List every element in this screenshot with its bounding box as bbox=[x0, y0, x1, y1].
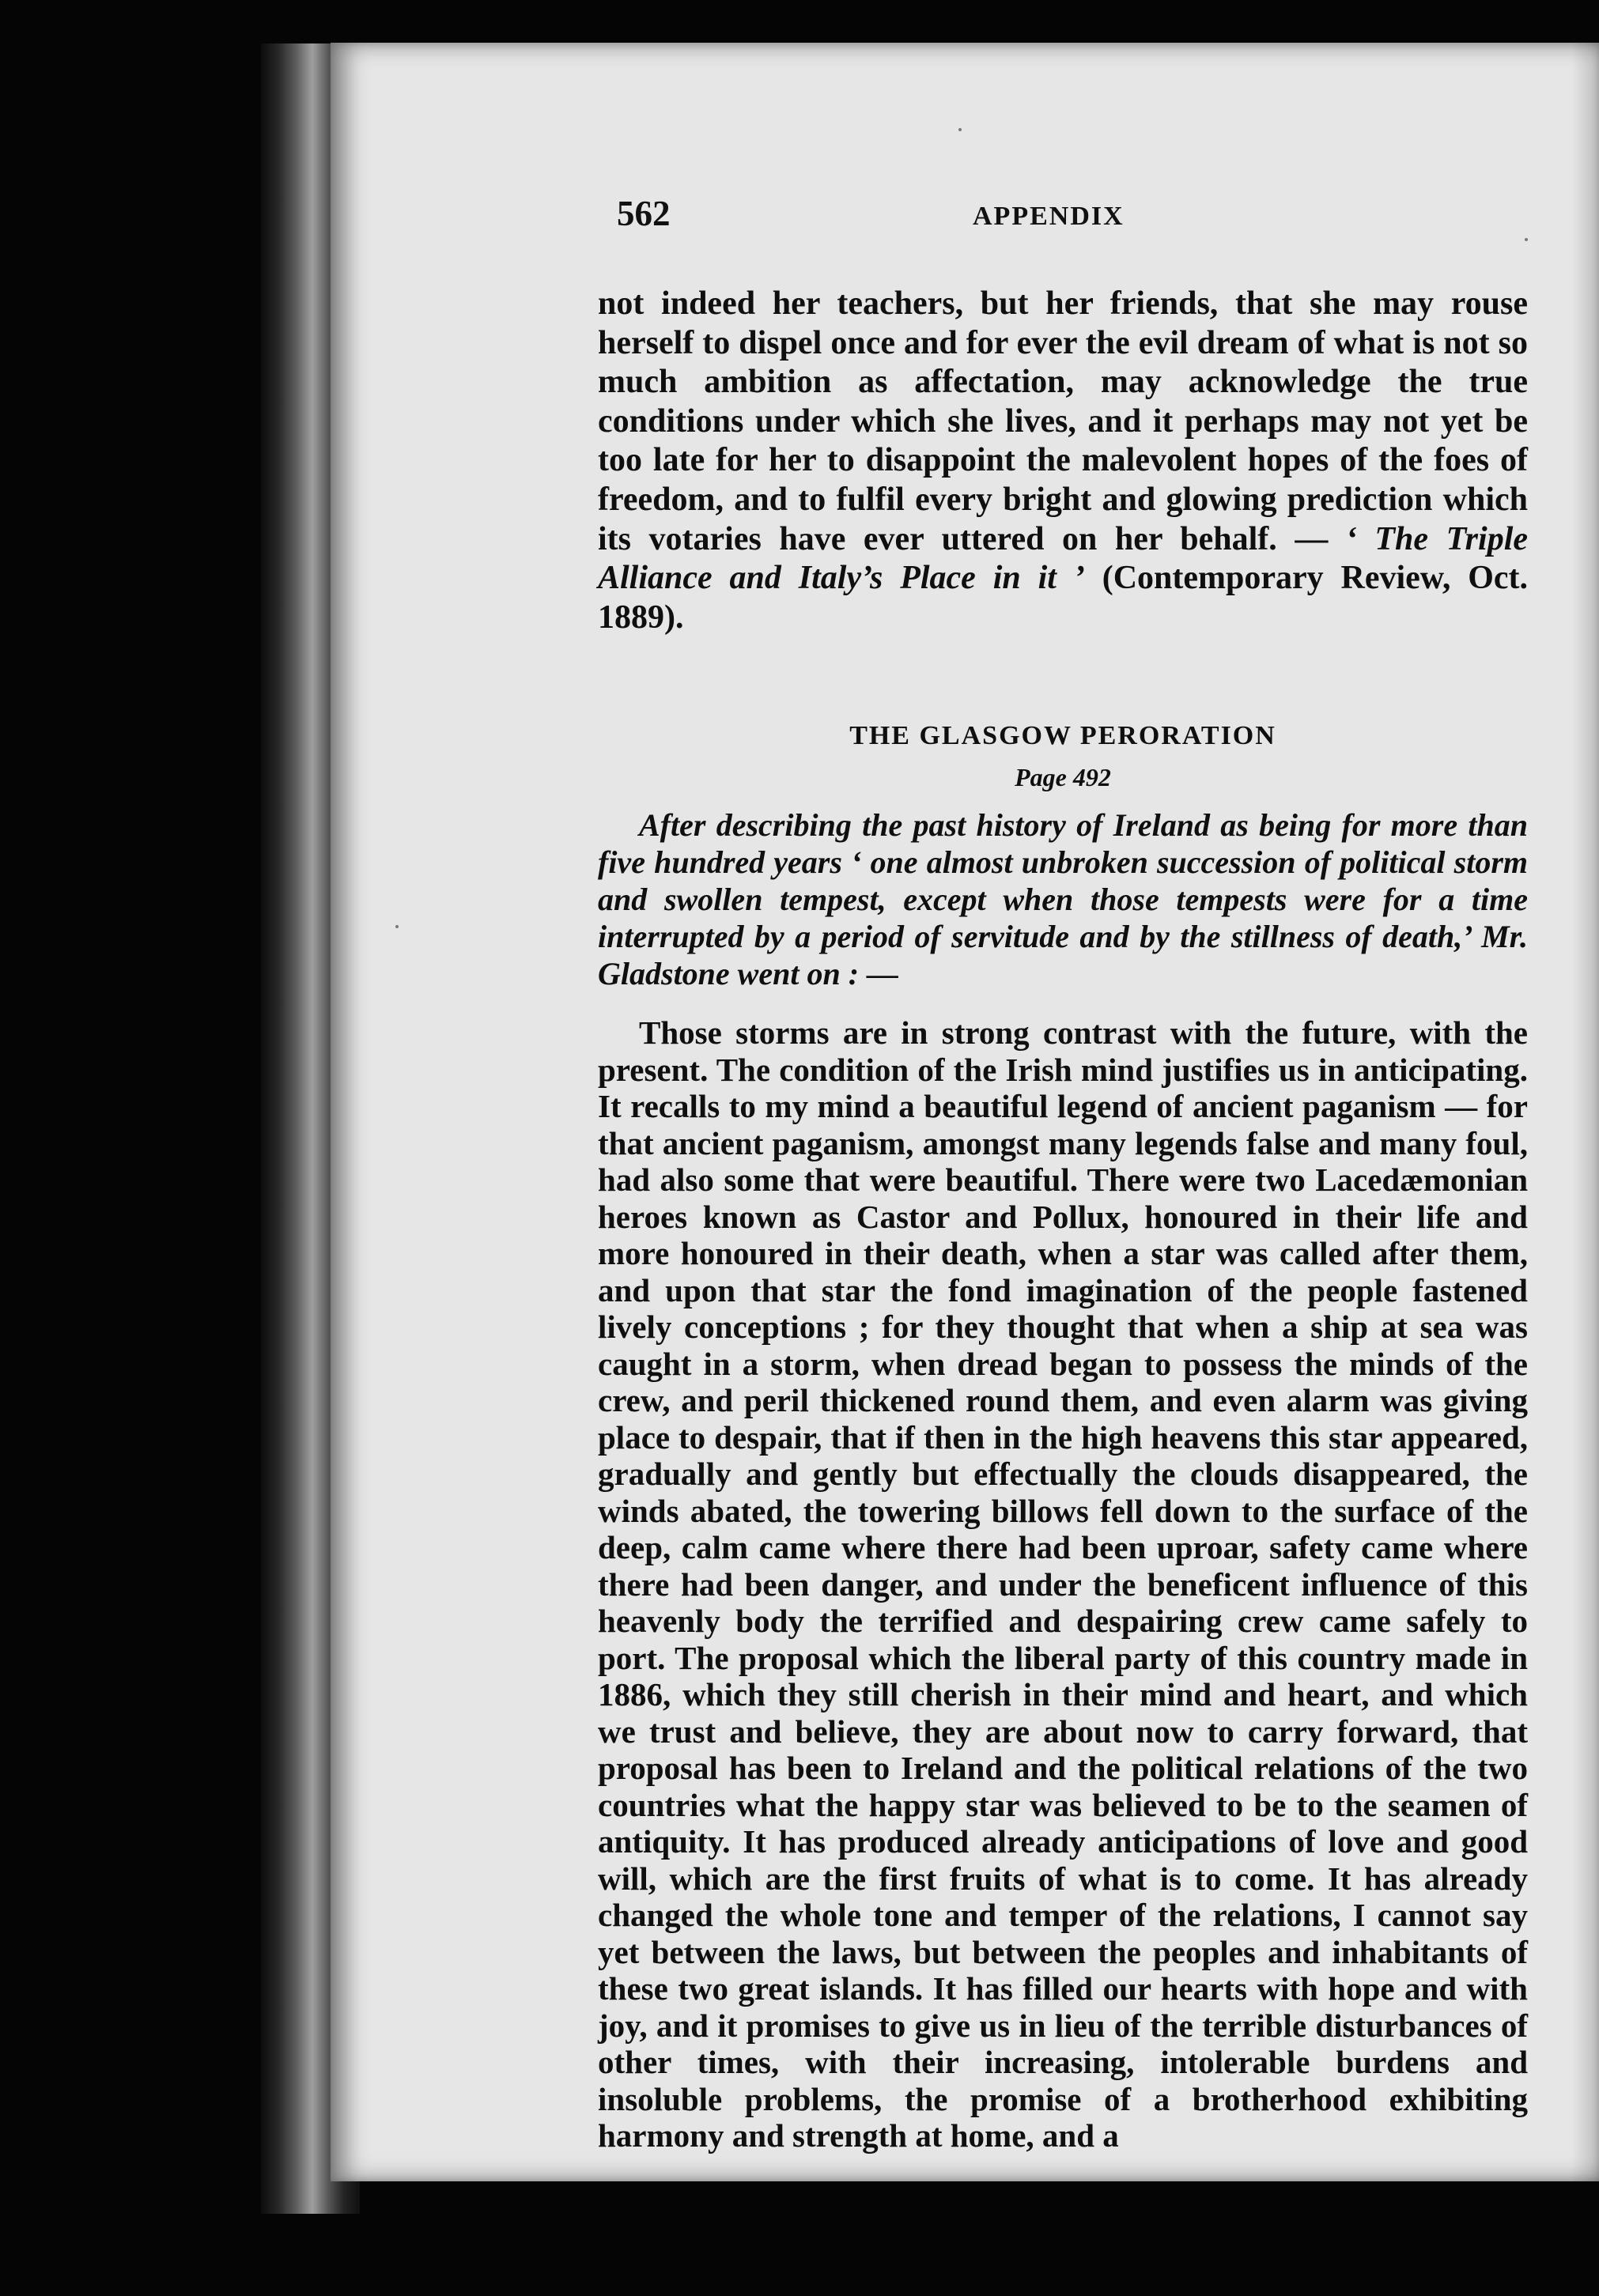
citation-source: (Contemporary Review, Oct. 1889). bbox=[598, 560, 1528, 636]
scanned-page bbox=[331, 43, 1599, 2181]
citation-title: ‘ The Triple Alliance and Italy’s Place in it ’ bbox=[598, 520, 1529, 597]
opening-paragraph bbox=[598, 285, 1528, 637]
paper-speck bbox=[395, 925, 399, 928]
running-head: APPENDIX bbox=[973, 202, 1125, 231]
section-introduction: After describing the past history of Ireland as being for more than five hundred years ‘ one almost unbroken succession of political storm and swollen tempest, except when those tempests were for a time interrupted by a period of servitude and by the stillness of death,’ Mr. Gladstone went on : — bbox=[598, 807, 1528, 992]
paper-speck bbox=[1525, 238, 1528, 241]
paper-speck bbox=[958, 128, 962, 131]
page-number: 562 bbox=[617, 194, 671, 233]
section-title: THE GLASGOW PERORATION bbox=[849, 721, 1276, 751]
page-content bbox=[598, 285, 1528, 2154]
page-reference: Page 492 bbox=[1015, 763, 1111, 792]
page-header bbox=[617, 193, 1514, 250]
opening-text: not indeed her teachers, but her friends, that she may rouse herself to dispel once and for ever the evil dream of what is not so much ambition as affectation, may acknowledge the true conditions under which she lives, and it perhaps may not yet be too late for her to disappoint the malevolent hopes of the foes of freedom, and to fulfil every bright and glowing prediction which its votaries have ever uttered on her behalf. — bbox=[598, 285, 1528, 557]
peroration-text: Those storms are in strong contrast with the future, with the present. The condition of the Irish mind justifies us in anticipating. It recalls to my mind a beautiful legend of ancient paganism — for that ancient paganism, amongst many legends false and many foul, had also some that were beautiful. There were two Lacedæmonian heroes known as Castor and Pollux, honoured in their life and more honoured in their death, when a star was called after them, and upon that star the fond imagination of the people fastened lively conceptions ; for they thought that when a ship at sea was caught in a storm, when dread began to possess the minds of the crew, and peril thickened round them, and even alarm was giving place to despair, that if then in the high heavens this star appeared, gradually and gently but effectually the clouds disappeared, the winds abated, the towering billows fell down to the surface of the deep, calm came where there had been uproar, safety came where there had been danger, and under the beneficent influence of this heavenly body the terrified and despairing crew came safely to port. The proposal which the liberal party of this country made in 1886, which they still cherish in their mind and heart, and which we trust and believe, they are about now to carry forward, that proposal has been to Ireland and the political relations of the two countries what the happy star was believed to be to the seamen of antiquity. It has produced already anticipations of love and good will, which are the first fruits of what is to come. It has already changed the whole tone and temper of the relations, I cannot say yet between the laws, but between the peoples and inhabitants of these two great islands. It has filled our hearts with hope and with joy, and it promises to give us in lieu of the terrible disturbances of other times, with their increasing, intolerable burdens and insoluble problems, the promise of a brotherhood exhibiting harmony and strength at home, and a bbox=[598, 1014, 1528, 2154]
